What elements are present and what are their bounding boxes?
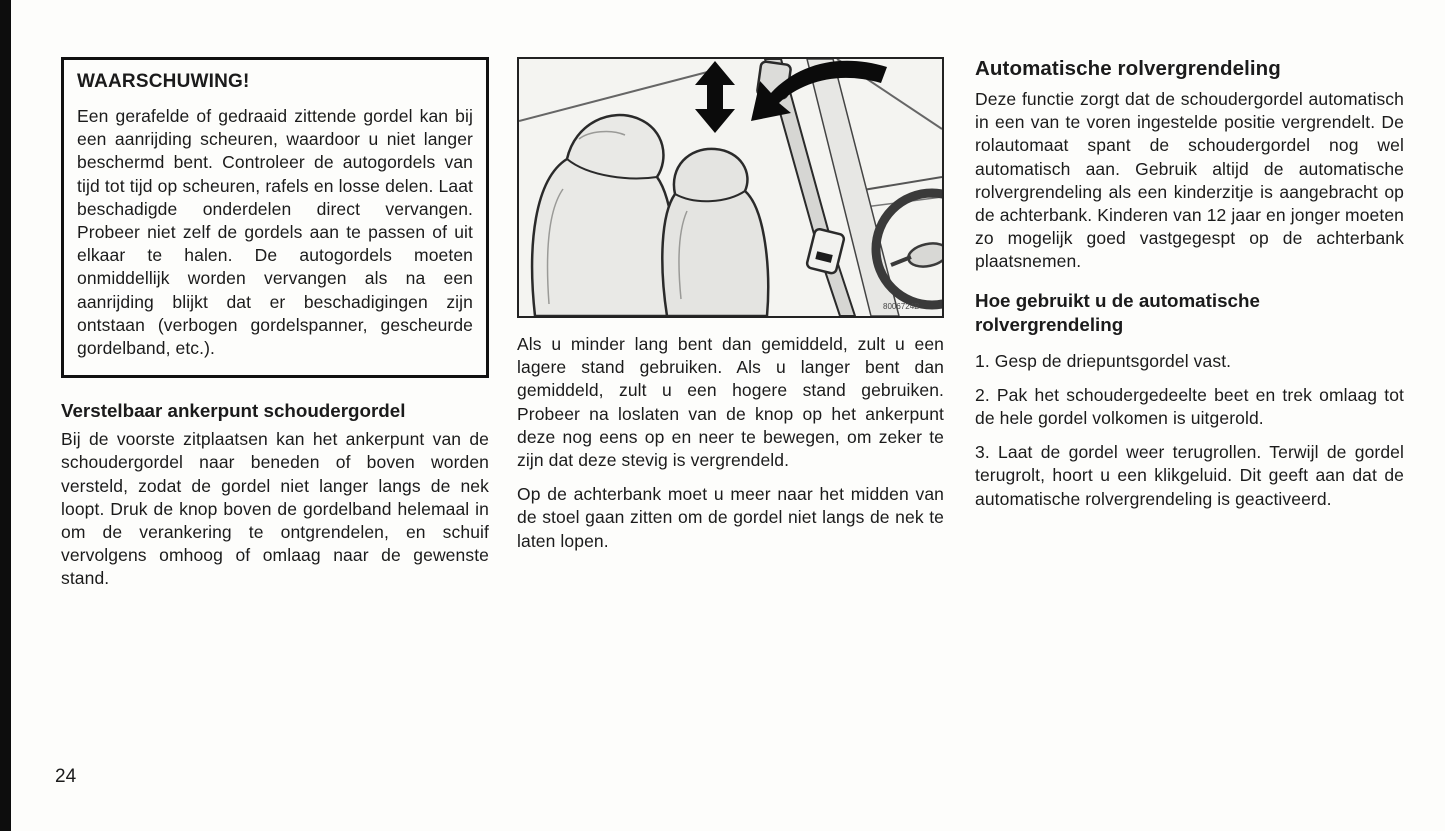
auto-lock-step-3: 3. Laat de gordel weer terugrollen. Terwijl de gordel terugrolt, hoort u een klikgeluid. Dit geeft aan dat de automatische rolvergrendeling is geactiveerd. (975, 442, 1404, 509)
auto-lock-body: Deze functie zorgt dat de schoudergordel automatisch in een van te voren ingestelde positie vergrendelt. De rolautomaat spant de schoudergordel nog wel automatisch aan. Gebruik altijd de automatische rolvergrendeling als een kinderzitje is aangebracht op de achterbank. Kinderen van 12 jaar en jonger moeten zo mogelijk goed vastgegespt op de achterbank plaatsnemen. (975, 89, 1404, 272)
passenger-seat (532, 115, 676, 316)
middle-paragraph-1: Als u minder lang bent dan gemiddeld, zult u een lagere stand gebruiken. Als u langer bent dan gemiddeld, zult u een hogere stand gebruiken. Probeer na loslaten van de knop op het ankerpunt deze nog eens op en neer te bewegen, om zeker te zijn dat deze stevig is vergrendeld. (517, 334, 944, 471)
warning-box (61, 57, 489, 378)
seatbelt-illustration-svg (519, 59, 942, 316)
anchor-section-heading: Verstelbaar ankerpunt schoudergordel (61, 400, 406, 422)
auto-lock-subheading: Hoe gebruikt u de automatische rolvergrendeling (975, 289, 1260, 335)
warning-title: WAARSCHUWING! (77, 71, 250, 92)
seatbelt-illustration (517, 57, 944, 318)
auto-lock-heading: Automatische rolvergrendeling (975, 57, 1281, 80)
page-number: 24 (55, 766, 77, 787)
auto-lock-step-2: 2. Pak het schoudergedeelte beet en trek omlaag tot de hele gordel volkomen is uitgerold. (975, 384, 1404, 429)
middle-paragraph-2: Op de achterbank moet u meer naar het midden van de stoel gaan zitten om de gordel niet langs de nek te laten lopen. (517, 484, 944, 551)
warning-body: Een gerafelde of gedraaid zittende gordel kan bij een aanrijding scheuren, waardoor u niet langer beschermd bent. Controleer de autogordels van tijd tot tijd op scheuren, rafels en losse delen. Laat beschadigde onderdelen direct vervangen. Probeer niet zelf de gordels aan te passen of uit elkaar te halen. De autogordels moeten onmiddellijk worden vervangen als na een aanrijding blijkt dat er beschadigingen zijn ontstaan (verbogen gordelspanner, gescheurde gordelband, etc.). (77, 106, 473, 359)
binding-edge-bar (0, 0, 11, 831)
left-column (61, 57, 489, 591)
middle-column (517, 57, 944, 553)
right-column (975, 57, 1404, 511)
auto-lock-step-1: 1. Gesp de driepuntsgordel vast. (975, 350, 1232, 371)
driver-seat (662, 149, 768, 316)
figure-code: 8006724B (883, 302, 920, 311)
up-down-arrow-icon (695, 61, 735, 133)
anchor-section-body: Bij de voorste zitplaatsen kan het ankerpunt van de schoudergordel naar beneden of boven worden versteld, zodat de gordel niet langer langs de nek loopt. Druk de knop boven de gordelband helemaal in om de verankering te ontgrendelen, en schuif vervolgens omhoog of omlaag naar de gewenste stand. (61, 429, 489, 589)
